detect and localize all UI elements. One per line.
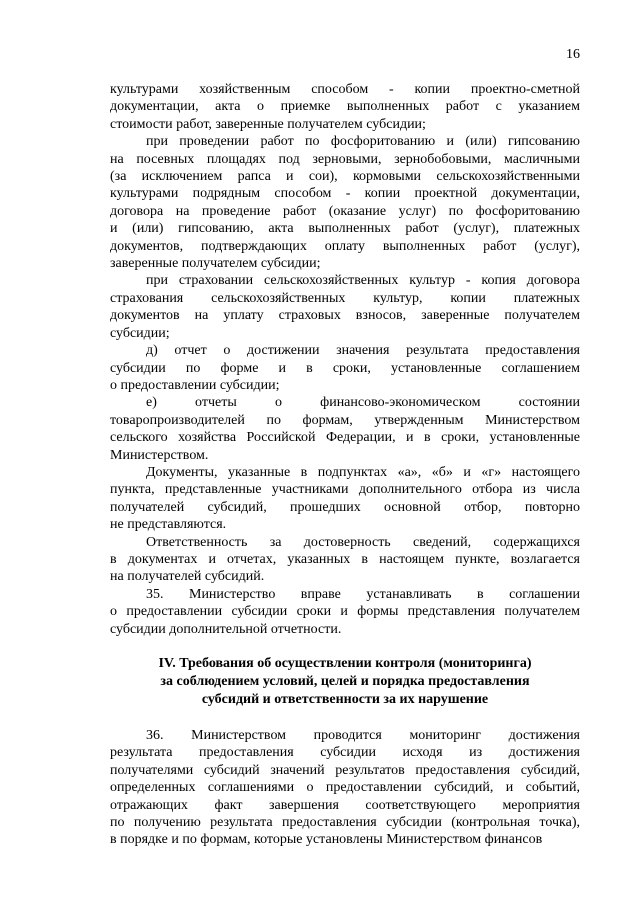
paragraph-line: сельского хозяйства Российской Федерации, и в сроки, установленные [110, 430, 580, 446]
paragraph-line: получателями субсидий значений результатов предоставления субсидий, [110, 762, 580, 778]
paragraph [110, 534, 580, 586]
paragraph-line: 35. Министерство вправе устанавливать в соглашении [146, 586, 580, 602]
paragraph [110, 272, 580, 342]
paragraph-line: по получению результата предоставления субсидии (контрольная точка), [110, 815, 580, 831]
paragraph-line: культурами хозяйственным способом - копии проектно-сметной [110, 82, 580, 97]
section-heading [110, 655, 580, 709]
section-heading-line: за соблюдением условий, целей и порядка предоставления [160, 674, 530, 689]
paragraph-line: и (или) гипсованию, акта выполненных работ (услуг), платежных [110, 221, 580, 237]
paragraph-line: при страховании сельскохозяйственных культур - копия договора [146, 273, 580, 289]
paragraph [110, 586, 580, 638]
paragraph [110, 394, 580, 464]
paragraph-line: пункта, представленные участниками дополнительного отбора из числа [110, 482, 580, 498]
paragraph-line: отражающих факт завершения соответствующего мероприятия [110, 797, 580, 813]
paragraph [110, 81, 580, 133]
paragraph-line: товаропроизводителей по формам, утвержденным Министерством [110, 412, 580, 428]
paragraph-line: стоимости работ, заверенные получателем субсидии; [110, 116, 426, 132]
paragraph-line: субсидии дополнительной отчетности. [110, 621, 342, 637]
paragraph-line: е) отчеты о финансово-экономическом состоянии [146, 395, 580, 411]
paragraph-line: в порядке и по формам, которые установлены Министерством финансов [110, 832, 543, 848]
paragraph-line: в документах и отчетах, указанных в настоящем пункте, возлагается [110, 551, 580, 567]
body-text-lower [110, 727, 580, 849]
paragraph-line: документов, подтверждающих оплату выполненных работ (услуг), [110, 238, 580, 254]
paragraph-line: заверенные получателем субсидии; [110, 256, 321, 272]
section-heading-line: субсидий и ответственности за их нарушение [201, 692, 489, 707]
paragraph-line: при проведении работ по фосфоритованию и (или) гипсованию [146, 134, 580, 150]
paragraph-line: д) отчет о достижении значения результата предоставления [146, 343, 580, 359]
paragraph-line: на получателей субсидий. [110, 569, 265, 585]
paragraph-line: страхования сельскохозяйственных культур, копии платежных [110, 290, 580, 306]
paragraph [110, 133, 580, 272]
paragraph-line: 36. Министерством проводится мониторинг достижения [146, 728, 580, 743]
section-heading-line: IV. Требования об осуществлении контроля (мониторинга) [158, 656, 532, 671]
paragraph [110, 727, 580, 849]
body-text-upper [110, 81, 580, 638]
page-number: 16 [566, 47, 580, 62]
paragraph [110, 464, 580, 534]
paragraph-line: о предоставлении субсидии; [110, 377, 280, 393]
paragraph-line: субсидии по форме и в сроки, установленные соглашением [110, 360, 580, 376]
paragraph-line: результата предоставления субсидии исходя из достижения [110, 745, 580, 761]
paragraph-line: получателей субсидий, прошедших основной отбор, повторно [110, 499, 580, 515]
paragraph-line: на посевных площадях под зерновыми, зернобобовыми, масличными [110, 151, 580, 167]
paragraph-line: Документы, указанные в подпунктах «а», «б» и «г» настоящего [146, 464, 580, 480]
paragraph [110, 342, 580, 394]
paragraph-line: Ответственность за достоверность сведений, содержащихся [146, 534, 580, 550]
paragraph-line: субсидии; [110, 325, 170, 341]
paragraph-line: не представляются. [110, 517, 227, 533]
paragraph-line: культурами подрядным способом - копии проектной документации, [110, 186, 580, 202]
paragraph-line: документации, акта о приемке выполненных работ с указанием [110, 99, 580, 115]
paragraph-line: (за исключением рапса и сои), кормовыми сельскохозяйственными [110, 169, 580, 185]
paragraph-line: о предоставлении субсидии сроки и формы представления получателем [110, 604, 580, 620]
paragraph-line: документов на уплату страховых взносов, заверенные получателем [110, 308, 580, 324]
paragraph-line: Министерством. [110, 447, 209, 463]
paragraph-line: договора на проведение работ (оказание услуг) по фосфоритованию [110, 203, 580, 219]
paragraph-line: определенных соглашениями о предоставлении субсидий, и событий, [110, 780, 580, 796]
